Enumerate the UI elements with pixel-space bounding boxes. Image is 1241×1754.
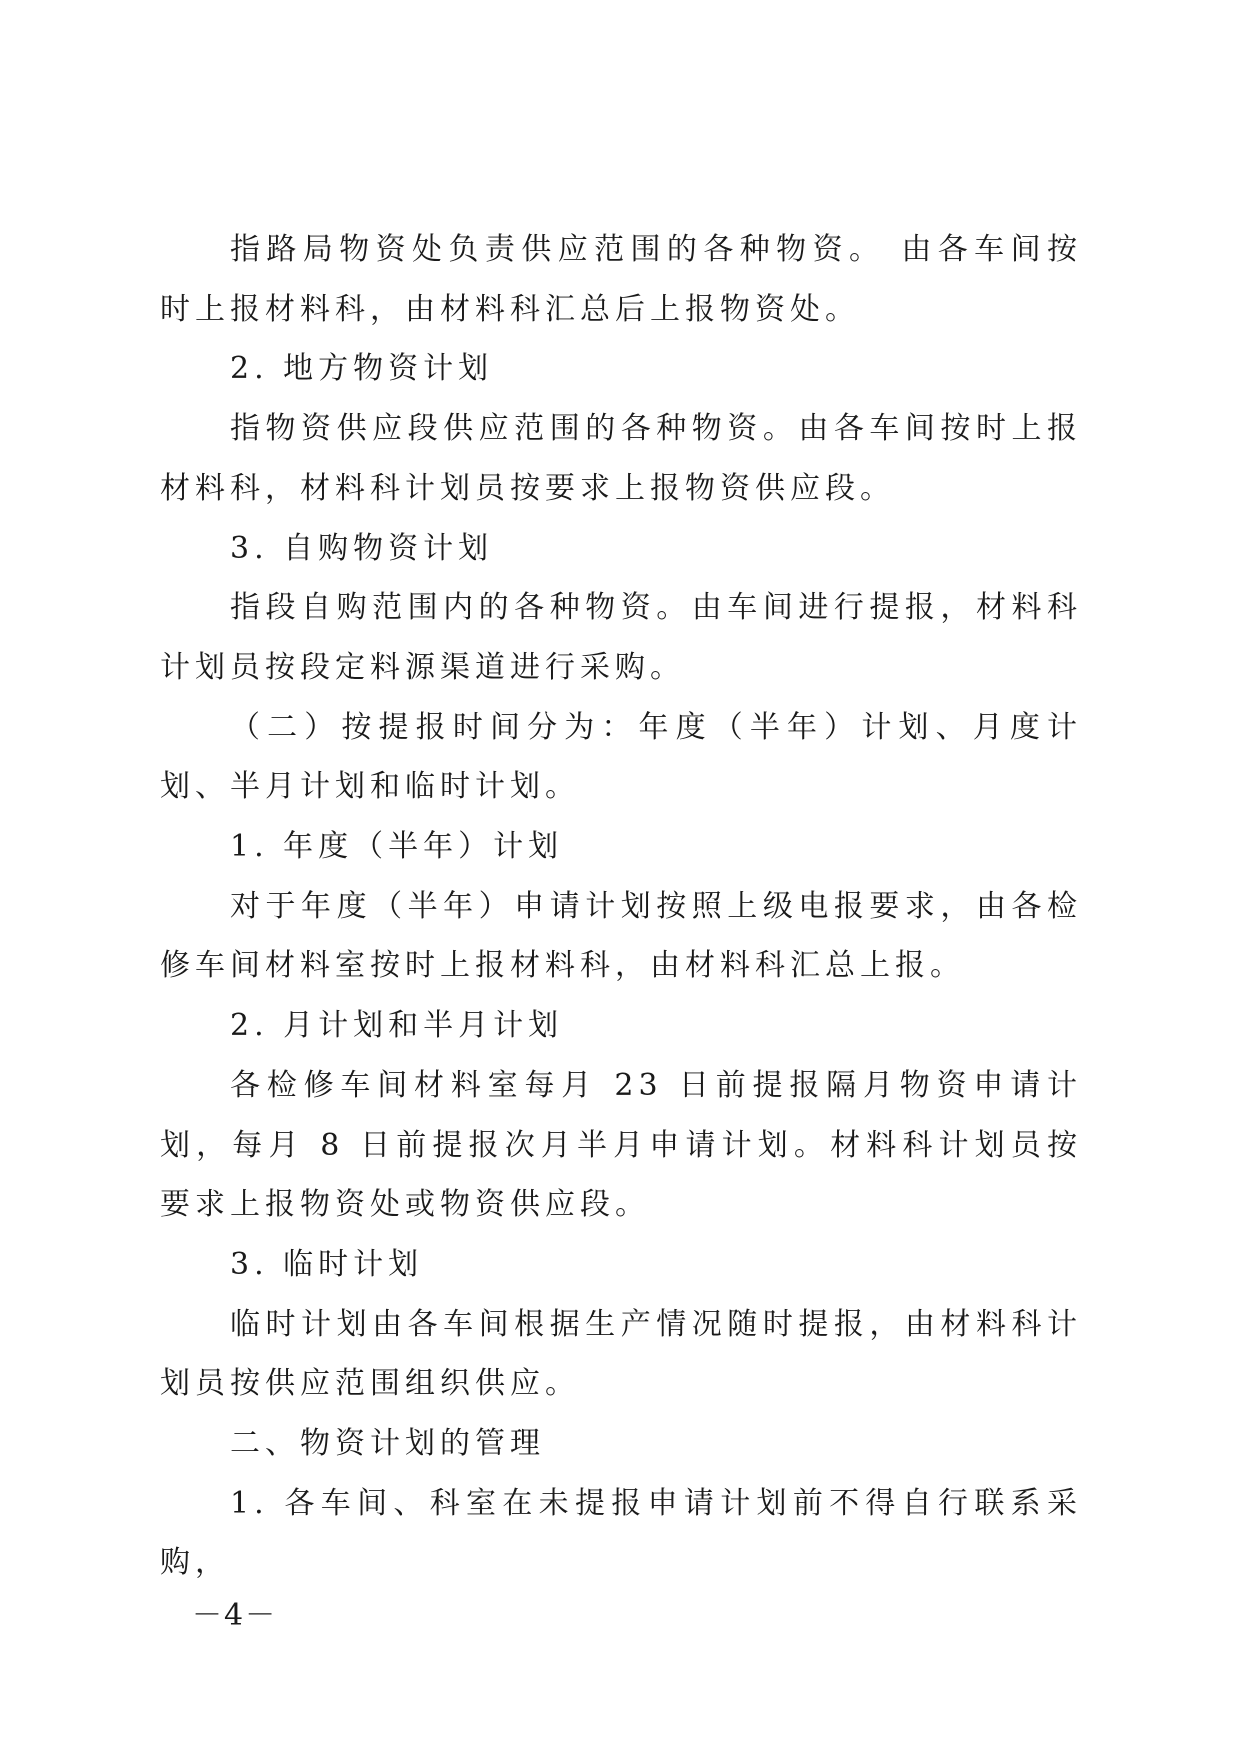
heading-local-materials-plan: 2. 地方物资计划 — [230, 351, 494, 387]
heading-plan-management: 二、物资计划的管理 — [230, 1426, 545, 1462]
paragraph-management-rule-1: 1. 各车间、科室在未提报申请计划前不得自行联系采购， — [160, 1485, 1082, 1581]
heading-monthly-plan: 2. 月计划和半月计划 — [230, 1008, 564, 1044]
heading-temporary-plan: 3. 临时计划 — [230, 1246, 424, 1282]
page-number: －4－ — [192, 1598, 278, 1633]
paragraph-self-purchase-desc: 指段自购范围内的各种物资。由车间进行提报，材料科计划员按段定料源渠道进行采购。 — [160, 590, 1082, 685]
heading-annual-plan: 1. 年度（半年）计划 — [230, 829, 564, 865]
document-body — [160, 220, 1082, 1593]
heading-self-purchase-plan: 3. 自购物资计划 — [230, 530, 494, 566]
paragraph-annual-plan-desc: 对于年度（半年）申请计划按照上级电报要求，由各检修车间材料室按时上报材料科，由材料科汇总上报。 — [160, 888, 1082, 984]
paragraph-monthly-plan-desc: 各检修车间材料室每月 23 日前提报隔月物资申请计划，每月 8 日前提报次月半月申请计划。材料科计划员按要求上报物资处或物资供应段。 — [160, 1067, 1082, 1223]
paragraph-central-materials-desc: 指路局物资处负责供应范围的各种物资。 由各车间按时上报材料科，由材料科汇总后上报物资处。 — [160, 232, 1082, 327]
paragraph-temporary-plan-desc: 临时计划由各车间根据生产情况随时提报，由材料科计划员按供应范围组织供应。 — [160, 1306, 1082, 1402]
paragraph-local-materials-desc: 指物资供应段供应范围的各种物资。由各车间按时上报材料科，材料科计划员按要求上报物资供应段。 — [160, 411, 1082, 506]
heading-by-submission-time: （二）按提报时间分为：年度（半年）计划、月度计划、半月计划和临时计划。 — [160, 709, 1082, 805]
